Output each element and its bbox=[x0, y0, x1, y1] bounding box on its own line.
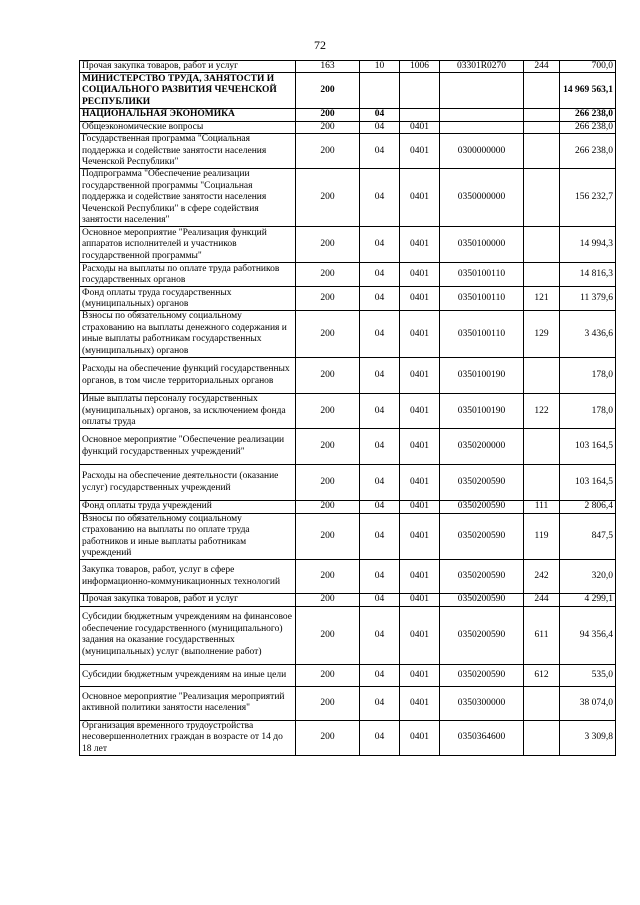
section-code: 04 bbox=[360, 121, 400, 133]
subsection-code: 0401 bbox=[400, 606, 440, 664]
org-code: 200 bbox=[296, 501, 360, 513]
subsection-code: 0401 bbox=[400, 263, 440, 287]
row-name: Расходы на обеспечение деятельности (оказание услуг) государственных учреждений bbox=[80, 465, 296, 501]
amount: 2 806,4 bbox=[560, 501, 616, 513]
amount: 178,0 bbox=[560, 394, 616, 429]
org-code: 200 bbox=[296, 109, 360, 121]
target-article-code: 03301R0270 bbox=[440, 61, 524, 73]
table-row bbox=[80, 560, 616, 594]
subsection-code: 0401 bbox=[400, 664, 440, 686]
target-article-code: 0350100190 bbox=[440, 394, 524, 429]
subsection-code: 0401 bbox=[400, 501, 440, 513]
target-article-code: 0350100110 bbox=[440, 263, 524, 287]
table-row bbox=[80, 686, 616, 720]
section-code: 04 bbox=[360, 109, 400, 121]
amount: 14 994,3 bbox=[560, 227, 616, 263]
org-code: 200 bbox=[296, 394, 360, 429]
row-name: Субсидии бюджетным учреждениям на финансовое обеспечение государственного (муниципального) задания на оказание государственных (муниципальных) услуг (выполнение работ) bbox=[80, 606, 296, 664]
amount: 14 816,3 bbox=[560, 263, 616, 287]
org-code: 200 bbox=[296, 311, 360, 358]
expense-type-code: 611 bbox=[524, 606, 560, 664]
expense-type-code bbox=[524, 686, 560, 720]
budget-table bbox=[79, 60, 616, 756]
table-row bbox=[80, 287, 616, 311]
row-name: Иные выплаты персоналу государственных (муниципальных) органов, за исключением фонда оплаты труда bbox=[80, 394, 296, 429]
table-row bbox=[80, 109, 616, 121]
amount: 4 299,1 bbox=[560, 594, 616, 606]
amount: 38 074,0 bbox=[560, 686, 616, 720]
section-code: 04 bbox=[360, 169, 400, 227]
subsection-code: 0401 bbox=[400, 121, 440, 133]
table-row bbox=[80, 429, 616, 465]
amount: 103 164,5 bbox=[560, 465, 616, 501]
table-row bbox=[80, 394, 616, 429]
expense-type-code: 111 bbox=[524, 501, 560, 513]
expense-type-code bbox=[524, 358, 560, 394]
target-article-code: 0350200590 bbox=[440, 501, 524, 513]
table-row bbox=[80, 121, 616, 133]
section-code: 04 bbox=[360, 429, 400, 465]
target-article-code bbox=[440, 73, 524, 109]
org-code: 200 bbox=[296, 465, 360, 501]
target-article-code: 0350200590 bbox=[440, 664, 524, 686]
table-row bbox=[80, 227, 616, 263]
section-code: 10 bbox=[360, 61, 400, 73]
target-article-code: 0350300000 bbox=[440, 686, 524, 720]
subsection-code: 0401 bbox=[400, 560, 440, 594]
expense-type-code: 119 bbox=[524, 513, 560, 560]
section-code: 04 bbox=[360, 594, 400, 606]
section-code: 04 bbox=[360, 134, 400, 169]
expense-type-code: 122 bbox=[524, 394, 560, 429]
amount: 320,0 bbox=[560, 560, 616, 594]
subsection-code: 0401 bbox=[400, 686, 440, 720]
subsection-code: 0401 bbox=[400, 594, 440, 606]
subsection-code: 0401 bbox=[400, 720, 440, 755]
amount: 103 164,5 bbox=[560, 429, 616, 465]
row-name: Взносы по обязательному социальному страхованию на выплаты по оплате труда работников и иные выплаты работникам учреждений bbox=[80, 513, 296, 560]
section-code: 04 bbox=[360, 358, 400, 394]
row-name: Основное мероприятие "Обеспечение реализации функций государственных учреждений" bbox=[80, 429, 296, 465]
row-name: Организация временного трудоустройства несовершеннолетних граждан в возрасте от 14 до 18 лет bbox=[80, 720, 296, 755]
expense-type-code bbox=[524, 227, 560, 263]
section-code: 04 bbox=[360, 720, 400, 755]
subsection-code: 0401 bbox=[400, 513, 440, 560]
amount: 156 232,7 bbox=[560, 169, 616, 227]
org-code: 200 bbox=[296, 686, 360, 720]
expense-type-code bbox=[524, 73, 560, 109]
subsection-code bbox=[400, 73, 440, 109]
row-name: Закупка товаров, работ, услуг в сфере информационно-коммуникационных технологий bbox=[80, 560, 296, 594]
section-code: 04 bbox=[360, 501, 400, 513]
table-row bbox=[80, 61, 616, 73]
row-name: Основное мероприятие "Реализация мероприятий активной политики занятости населения" bbox=[80, 686, 296, 720]
org-code: 200 bbox=[296, 720, 360, 755]
target-article-code: 0350000000 bbox=[440, 169, 524, 227]
row-name: Прочая закупка товаров, работ и услуг bbox=[80, 594, 296, 606]
amount: 266 238,0 bbox=[560, 109, 616, 121]
target-article-code: 0350200590 bbox=[440, 513, 524, 560]
row-name: Взносы по обязательному социальному страхованию на выплаты денежного содержания и иные выплаты работникам государственных (муниципальных) органов bbox=[80, 311, 296, 358]
org-code: 200 bbox=[296, 664, 360, 686]
expense-type-code bbox=[524, 429, 560, 465]
target-article-code: 0300000000 bbox=[440, 134, 524, 169]
target-article-code: 0350100110 bbox=[440, 311, 524, 358]
org-code: 200 bbox=[296, 429, 360, 465]
row-name: Расходы на выплаты по оплате труда работников государственных органов bbox=[80, 263, 296, 287]
amount: 3 309,8 bbox=[560, 720, 616, 755]
target-article-code bbox=[440, 109, 524, 121]
expense-type-code: 244 bbox=[524, 594, 560, 606]
section-code: 04 bbox=[360, 513, 400, 560]
section-code: 04 bbox=[360, 606, 400, 664]
row-name: МИНИСТЕРСТВО ТРУДА, ЗАНЯТОСТИ И СОЦИАЛЬНОГО РАЗВИТИЯ ЧЕЧЕНСКОЙ РЕСПУБЛИКИ bbox=[80, 73, 296, 109]
subsection-code: 0401 bbox=[400, 287, 440, 311]
expense-type-code: 129 bbox=[524, 311, 560, 358]
row-name: Фонд оплаты труда государственных (муниципальных) органов bbox=[80, 287, 296, 311]
row-name: Основное мероприятие "Реализация функций аппаратов исполнителей и участников государственной программы" bbox=[80, 227, 296, 263]
section-code: 04 bbox=[360, 311, 400, 358]
org-code: 200 bbox=[296, 560, 360, 594]
row-name: Подпрограмма "Обеспечение реализации государственной программы "Социальная поддержка и содействие занятости населения Чеченской Республики" в сфере содействия занятости населения" bbox=[80, 169, 296, 227]
expense-type-code bbox=[524, 720, 560, 755]
table-body bbox=[80, 61, 616, 756]
amount: 700,0 bbox=[560, 61, 616, 73]
section-code: 04 bbox=[360, 686, 400, 720]
expense-type-code bbox=[524, 109, 560, 121]
section-code bbox=[360, 73, 400, 109]
page-number: 72 bbox=[314, 38, 326, 52]
expense-type-code bbox=[524, 169, 560, 227]
target-article-code: 0350200590 bbox=[440, 465, 524, 501]
row-name: Фонд оплаты труда учреждений bbox=[80, 501, 296, 513]
target-article-code: 0350100190 bbox=[440, 358, 524, 394]
table-row bbox=[80, 263, 616, 287]
amount: 11 379,6 bbox=[560, 287, 616, 311]
target-article-code: 0350200590 bbox=[440, 594, 524, 606]
section-code: 04 bbox=[360, 560, 400, 594]
section-code: 04 bbox=[360, 227, 400, 263]
org-code: 200 bbox=[296, 358, 360, 394]
org-code: 200 bbox=[296, 287, 360, 311]
subsection-code: 0401 bbox=[400, 169, 440, 227]
target-article-code: 0350100000 bbox=[440, 227, 524, 263]
amount: 535,0 bbox=[560, 664, 616, 686]
target-article-code bbox=[440, 121, 524, 133]
row-name: Субсидии бюджетным учреждениям на иные цели bbox=[80, 664, 296, 686]
org-code: 200 bbox=[296, 513, 360, 560]
org-code: 200 bbox=[296, 263, 360, 287]
target-article-code: 0350200590 bbox=[440, 560, 524, 594]
amount: 266 238,0 bbox=[560, 121, 616, 133]
row-name: Расходы на обеспечение функций государственных органов, в том числе территориальных органов bbox=[80, 358, 296, 394]
amount: 178,0 bbox=[560, 358, 616, 394]
table-row bbox=[80, 358, 616, 394]
table-row bbox=[80, 73, 616, 109]
expense-type-code bbox=[524, 121, 560, 133]
org-code: 200 bbox=[296, 606, 360, 664]
section-code: 04 bbox=[360, 465, 400, 501]
expense-type-code: 121 bbox=[524, 287, 560, 311]
table-row bbox=[80, 311, 616, 358]
expense-type-code: 242 bbox=[524, 560, 560, 594]
subsection-code: 0401 bbox=[400, 311, 440, 358]
table-row bbox=[80, 501, 616, 513]
section-code: 04 bbox=[360, 263, 400, 287]
expense-type-code: 612 bbox=[524, 664, 560, 686]
table-row bbox=[80, 606, 616, 664]
target-article-code: 0350200590 bbox=[440, 606, 524, 664]
section-code: 04 bbox=[360, 287, 400, 311]
subsection-code: 0401 bbox=[400, 134, 440, 169]
amount: 3 436,6 bbox=[560, 311, 616, 358]
table-row bbox=[80, 169, 616, 227]
subsection-code: 0401 bbox=[400, 429, 440, 465]
row-name: Прочая закупка товаров, работ и услуг bbox=[80, 61, 296, 73]
amount: 14 969 563,1 bbox=[560, 73, 616, 109]
row-name: Общеэкономические вопросы bbox=[80, 121, 296, 133]
table-row bbox=[80, 664, 616, 686]
subsection-code: 0401 bbox=[400, 358, 440, 394]
table-row bbox=[80, 513, 616, 560]
expense-type-code bbox=[524, 263, 560, 287]
org-code: 163 bbox=[296, 61, 360, 73]
expense-type-code bbox=[524, 134, 560, 169]
expense-type-code: 244 bbox=[524, 61, 560, 73]
subsection-code bbox=[400, 109, 440, 121]
target-article-code: 0350364600 bbox=[440, 720, 524, 755]
section-code: 04 bbox=[360, 394, 400, 429]
row-name: Государственная программа "Социальная поддержка и содействие занятости населения Чеченской Республики" bbox=[80, 134, 296, 169]
table-row bbox=[80, 465, 616, 501]
amount: 847,5 bbox=[560, 513, 616, 560]
expense-type-code bbox=[524, 465, 560, 501]
org-code: 200 bbox=[296, 227, 360, 263]
target-article-code: 0350200000 bbox=[440, 429, 524, 465]
org-code: 200 bbox=[296, 594, 360, 606]
org-code: 200 bbox=[296, 169, 360, 227]
amount: 266 238,0 bbox=[560, 134, 616, 169]
org-code: 200 bbox=[296, 134, 360, 169]
subsection-code: 0401 bbox=[400, 394, 440, 429]
table-row bbox=[80, 594, 616, 606]
subsection-code: 0401 bbox=[400, 227, 440, 263]
section-code: 04 bbox=[360, 664, 400, 686]
target-article-code: 0350100110 bbox=[440, 287, 524, 311]
row-name: НАЦИОНАЛЬНАЯ ЭКОНОМИКА bbox=[80, 109, 296, 121]
table-row bbox=[80, 720, 616, 755]
subsection-code: 0401 bbox=[400, 465, 440, 501]
amount: 94 356,4 bbox=[560, 606, 616, 664]
org-code: 200 bbox=[296, 73, 360, 109]
table-row bbox=[80, 134, 616, 169]
subsection-code: 1006 bbox=[400, 61, 440, 73]
org-code: 200 bbox=[296, 121, 360, 133]
